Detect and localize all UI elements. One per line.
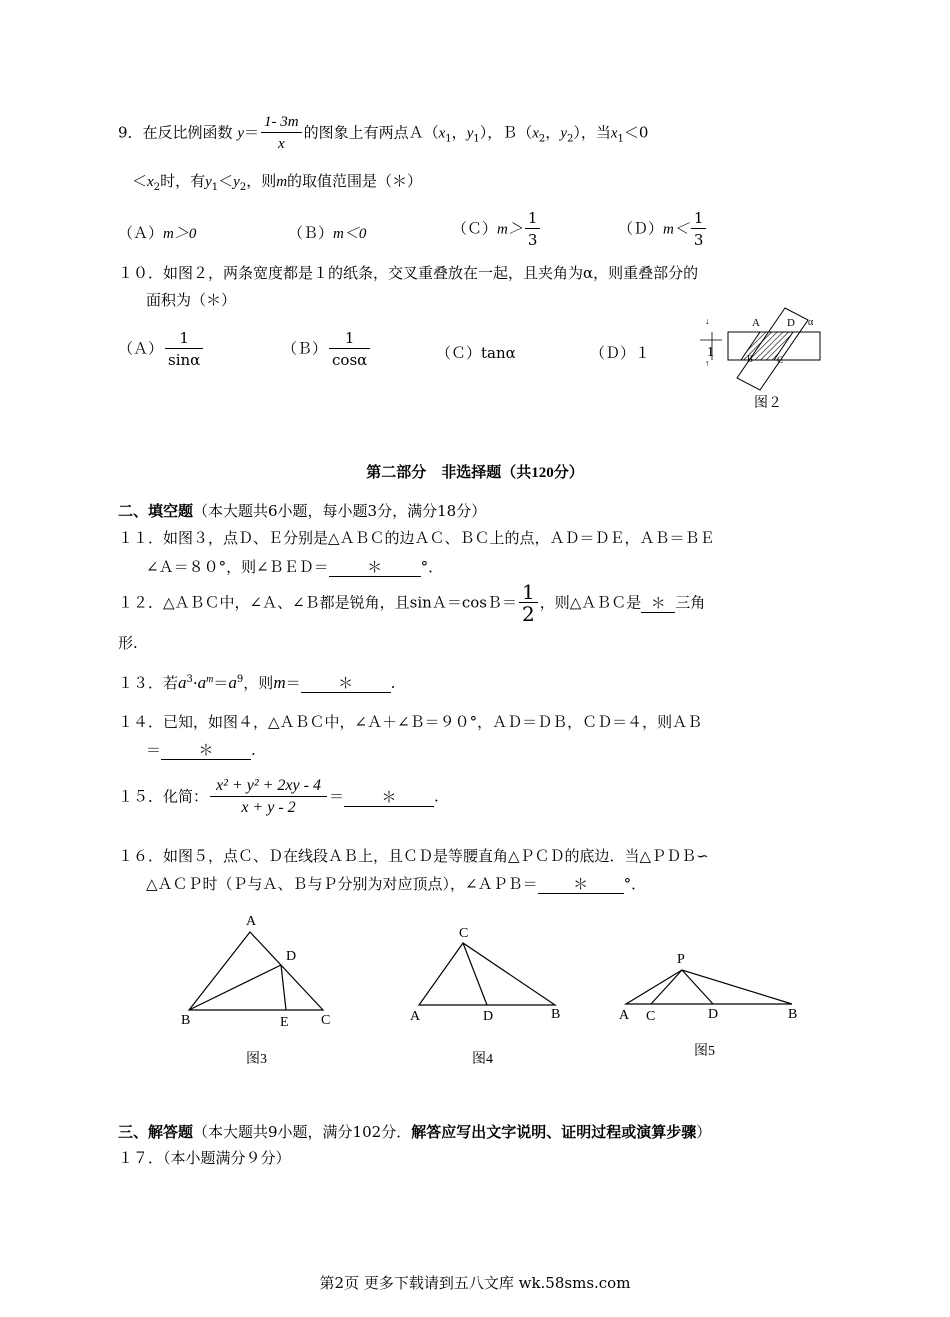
fig3-label-d: D [286, 949, 297, 964]
part2-title: 第二部分 非选择题（共120分） [366, 465, 584, 481]
figure-2 [690, 300, 840, 395]
segment-cd [463, 943, 487, 1005]
figure-5 [612, 945, 812, 1025]
fig5-label-p: P [677, 952, 685, 967]
q15-answer-blank: ＊ [344, 788, 434, 807]
q11-answer-blank: ＊ [329, 558, 421, 577]
q9-option-d: （Ｄ）m＜ $\frac{1}{3}$ [618, 208, 708, 251]
label-c: C [777, 355, 784, 365]
q9-option-a: （Ａ）m＞0 [118, 224, 197, 242]
label-alpha: α [808, 317, 814, 328]
q9-fraction: $\frac{1- 3m}{x}$ [261, 112, 302, 155]
q11-line1: １１．如图３，点Ｄ、Ｅ分别是△ＡＢＣ的边ＡＣ、ＢＣ上的点，ＡＤ＝ＤＥ，ＡＢ＝ＢＥ [118, 529, 715, 547]
q12-answer-blank: ＊ [641, 594, 675, 613]
figure-3 [175, 905, 345, 1030]
section2-heading: 二、填空题（本大题共6小题，每小题3分，满分18分） [118, 502, 487, 520]
label-b: B [747, 354, 754, 364]
triangle-abc [419, 943, 555, 1005]
q10-option-c: （Ｃ）tanα [436, 344, 516, 362]
fig3-label-a: A [246, 914, 257, 929]
segment-pc [651, 970, 682, 1004]
fig4-label-a: A [410, 1009, 421, 1024]
figure-2-caption: 图２ [754, 396, 782, 411]
fig5-label-d: D [708, 1007, 719, 1022]
q15-line1: １５．化简： $\frac{\text{x² + y² + 2xy - 4}}{x + y - 2}$ ＝ ＊ . [118, 776, 439, 819]
q10-option-b: （Ｂ） $\frac{1}{\cos\alpha}$ [282, 328, 372, 371]
q9-line2: $<x_2$时，有$y_1<y_2$，则m的取值范围是（＊） [132, 172, 423, 193]
figure-5-caption: 图5 [694, 1044, 715, 1059]
q16-line1: １６．如图５，点Ｃ、Ｄ在线段ＡＢ上，且ＣＤ是等腰直角△ＰＣＤ的底边．当△ＰＤＢ∽ [118, 847, 709, 865]
q9-line1: 9．在反比例函数 y＝ $\frac{1- 3m}{x}$ 的图象上有两点$A(x_1$，$y_1$），$B(x_2$，$y_2$），当$x_1<0$ [118, 112, 648, 155]
figure-4 [405, 920, 575, 1030]
q14-answer-blank: ＊ [161, 741, 251, 760]
fig5-label-c: C [646, 1009, 656, 1024]
q10-line1: １０．如图２，两条宽度都是１的纸条，交叉重叠放在一起，且夹角为α，则重叠部分的 [118, 264, 699, 282]
arrow-up-icon: ↑ [705, 358, 710, 368]
q13-line1: １３．若$a^3\cdot a^m=a^9$，则m＝ ＊ . [118, 673, 396, 692]
fig4-label-b: B [551, 1007, 561, 1022]
q16-answer-blank: ＊ [538, 875, 624, 894]
q13-answer-blank: ＊ [301, 674, 391, 693]
label-a: A [752, 317, 760, 329]
triangle-abc [189, 932, 323, 1010]
q14-line1: １４．已知，如图４，△ＡＢＣ中，∠Ａ＋∠Ｂ＝９０°，ＡＤ＝ＤＢ，ＣＤ＝４，则ＡＢ [118, 713, 703, 731]
q16-line2: △ＡＣＰ时（Ｐ与Ａ、Ｂ与Ｐ分别为对应顶点），∠ＡＰＢ＝ ＊ °． [146, 875, 647, 893]
q9-option-c: （Ｃ）m＞ $\frac{1}{3}$ [452, 208, 542, 251]
label-d: D [787, 317, 795, 329]
fig4-label-d: D [483, 1009, 494, 1024]
segment-de [281, 965, 286, 1010]
fig3-label-c: C [321, 1013, 331, 1028]
fig5-label-a: A [619, 1008, 630, 1023]
q12-line2: 形. [118, 634, 138, 652]
q12-line1: １２．△ＡＢＣ中，∠Ａ、∠Ｂ都是锐角，且sinＡ＝cosＢ＝ $\frac{1}{2}$ ，则△ＡＢＣ是 ＊ 三角 [118, 580, 706, 626]
page-footer: 第2页 更多下载请到五八文库 wk.58sms.com [319, 1274, 631, 1292]
arrow-down-icon: ↓ [705, 316, 710, 326]
q14-line2: ＝ ＊ . [146, 741, 256, 759]
q11-line2: ∠Ａ＝８０°，则∠ＢＥＤ＝ ＊ °． [146, 558, 444, 576]
fig3-label-e: E [280, 1015, 289, 1030]
q10-line2: 面积为（＊） [146, 291, 237, 309]
q9-option-b: （Ｂ）m＜0 [288, 224, 367, 242]
q10-option-a: （Ａ） $\frac{1}{\sin\alpha}$ [118, 328, 205, 371]
label-1: 1 [707, 345, 714, 360]
segment-bd [189, 965, 281, 1010]
section3-heading: 三、解答题（本大题共9小题，满分102分．解答应写出文字说明、证明过程或演算步骤） [118, 1123, 712, 1141]
q17-line1: １７．（本小题满分９分） [118, 1149, 291, 1167]
q10-option-d: （Ｄ）１ [590, 344, 651, 362]
fig4-label-c: C [459, 926, 469, 941]
fig3-label-b: B [181, 1013, 191, 1028]
fig5-label-b: B [788, 1007, 798, 1022]
figure-3-caption: 图3 [246, 1052, 267, 1067]
figure-4-caption: 图4 [472, 1052, 493, 1067]
q15-fraction: $\frac{\text{x² + y² + 2xy - 4}}{x + y - 2}$ [210, 776, 327, 819]
